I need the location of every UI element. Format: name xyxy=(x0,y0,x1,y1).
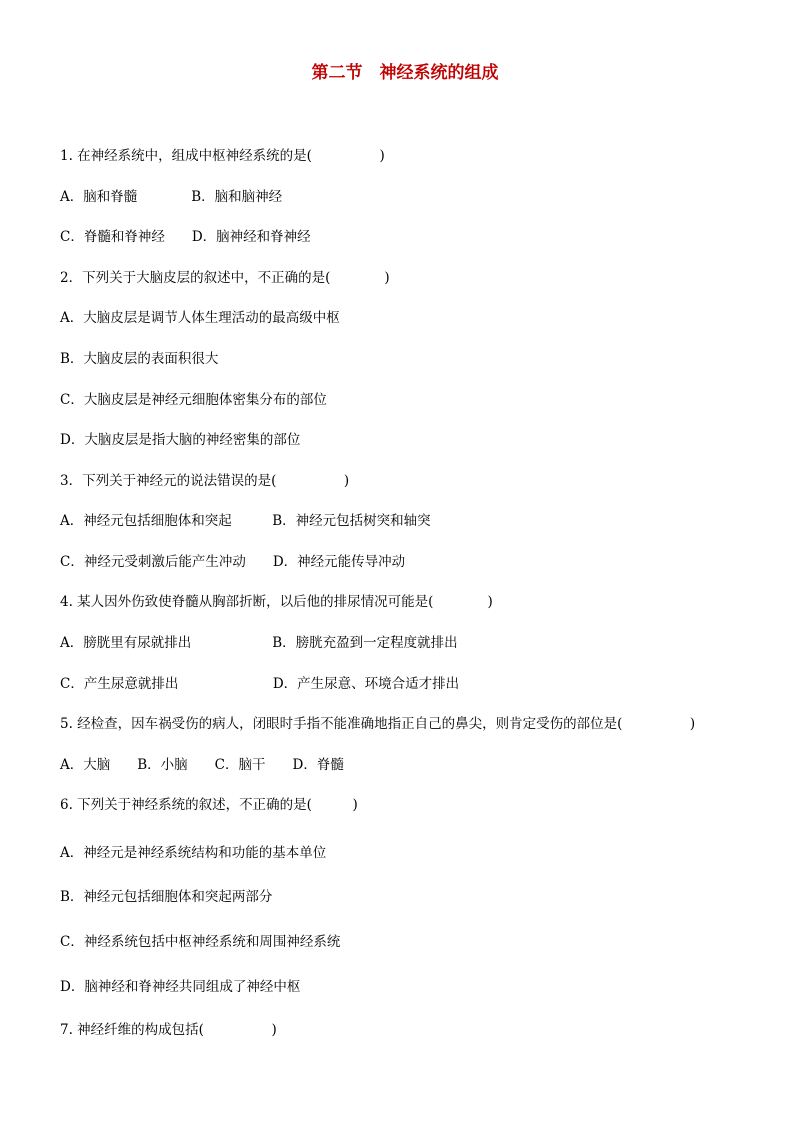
question-5-option-line: A．大脑 B．小脑 C．脑干 D．脊髓 xyxy=(60,757,344,773)
question-1-option-line: A．脑和脊髓 B．脑和脑神经 xyxy=(60,189,283,205)
question-6-option-a: A．神经元是神经系统结构和功能的基本单位 xyxy=(60,845,327,861)
question-2-option-c: C．大脑皮层是神经元细胞体密集分布的部位 xyxy=(60,392,327,408)
question-3-option-line: A．神经元包括细胞体和突起 B．神经元包括树突和轴突 xyxy=(60,513,431,529)
question-4-option-line: C．产生尿意就排出 D．产生尿意、环境合适才排出 xyxy=(60,676,460,692)
question-4-option-line: A．膀胱里有尿就排出 B．膀胱充盈到一定程度就排出 xyxy=(60,635,458,651)
question-3-stem: 3．下列关于神经元的说法错误的是( ) xyxy=(60,473,350,489)
question-2-option-d: D．大脑皮层是指大脑的神经密集的部位 xyxy=(60,432,301,448)
page-title: 第二节 神经系统的组成 xyxy=(311,63,499,83)
question-2-option-a: A．大脑皮层是调节人体生理活动的最高级中枢 xyxy=(60,310,340,326)
question-7-stem: 7. 神经纤维的构成包括( ) xyxy=(60,1022,277,1038)
question-6-option-b: B．神经元包括细胞体和突起两部分 xyxy=(60,889,273,905)
question-1-option-line: C．脊髓和脊神经 D．脑神经和脊神经 xyxy=(60,229,311,245)
question-6-stem: 6. 下列关于神经系统的叙述，不正确的是( ) xyxy=(60,797,358,813)
question-3-option-line: C．神经元受刺激后能产生冲动 D．神经元能传导冲动 xyxy=(60,554,406,570)
question-6-option-c: C．神经系统包括中枢神经系统和周围神经系统 xyxy=(60,934,341,950)
question-5-stem: 5. 经检查，因车祸受伤的病人，闭眼时手指不能准确地指正自己的鼻尖，则肯定受伤的部位是( ) xyxy=(60,716,696,732)
question-6-option-d: D．脑神经和脊神经共同组成了神经中枢 xyxy=(60,979,301,995)
question-2-option-b: B．大脑皮层的表面积很大 xyxy=(60,351,219,367)
question-1-stem: 1. 在神经系统中，组成中枢神经系统的是( ) xyxy=(60,148,385,164)
question-2-stem: 2．下列关于大脑皮层的叙述中，不正确的是( ) xyxy=(60,270,390,286)
question-4-stem: 4. 某人因外伤致使脊髓从胸部折断，以后他的排尿情况可能是( ) xyxy=(60,594,493,610)
